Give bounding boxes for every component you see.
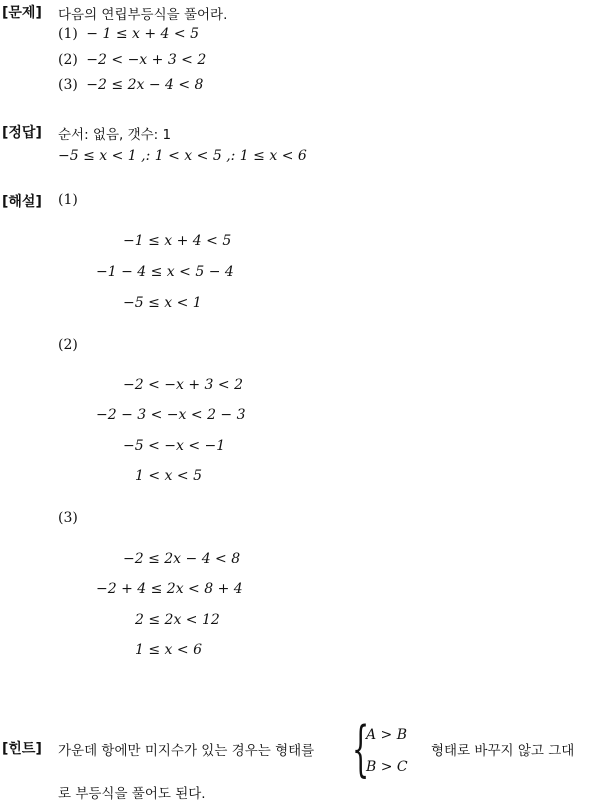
solution-part-number: (1) [58,192,78,208]
solution-line: −2 + 4 ≤ 2x < 8 + 4 [96,581,243,597]
solution-line: 1 ≤ x < 6 [135,642,202,658]
solution-line: −2 ≤ 2x − 4 < 8 [123,551,241,567]
hint-text-before: 가운데 항에만 미지수가 있는 경우는 형태를 [58,743,315,759]
hint-case: B > C [366,759,408,775]
item-expression: −2 ≤ 2x − 4 < 8 [86,77,204,93]
problem-item [58,26,199,42]
solution-line: −2 < −x + 3 < 2 [123,377,243,393]
item-number: (3) [58,77,78,93]
hint-text-after: 형태로 바꾸지 않고 그대 [431,743,575,759]
answer-solutions: −5 ≤ x < 1 ,: 1 < x < 5 ,: 1 ≤ x < 6 [58,148,307,164]
item-expression: − 1 ≤ x + 4 < 5 [86,26,199,42]
hint-tag: [힌트] [2,741,42,757]
solution-line: −5 < −x < −1 [123,438,226,454]
answer-tag: [정답] [2,125,42,141]
solution-tag: [해설] [2,194,42,210]
solution-line: 1 < x < 5 [135,468,202,484]
problem-question: 다음의 연립부등식을 풀어라. [58,7,228,23]
solution-line: −1 ≤ x + 4 < 5 [123,233,232,249]
solution-line: −1 − 4 ≤ x < 5 − 4 [96,264,234,280]
solution-part-number: (3) [58,510,78,526]
solution-part-number: (2) [58,337,78,353]
hint-text-line2: 로 부등식을 풀어도 된다. [58,786,206,802]
problem-tag: [문제] [2,5,42,21]
left-brace-icon: { [352,714,370,784]
problem-item [58,77,203,93]
solution-line: −2 − 3 < −x < 2 − 3 [96,407,246,423]
hint-case: A > B [366,727,408,743]
item-number: (2) [58,52,78,68]
item-number: (1) [58,26,78,42]
solution-line: 2 ≤ 2x < 12 [135,612,220,628]
problem-item [58,52,206,68]
item-expression: −2 < −x + 3 < 2 [86,52,207,68]
answer-summary: 순서: 없음, 갯수: 1 [58,127,172,143]
solution-line: −5 ≤ x < 1 [123,295,202,311]
